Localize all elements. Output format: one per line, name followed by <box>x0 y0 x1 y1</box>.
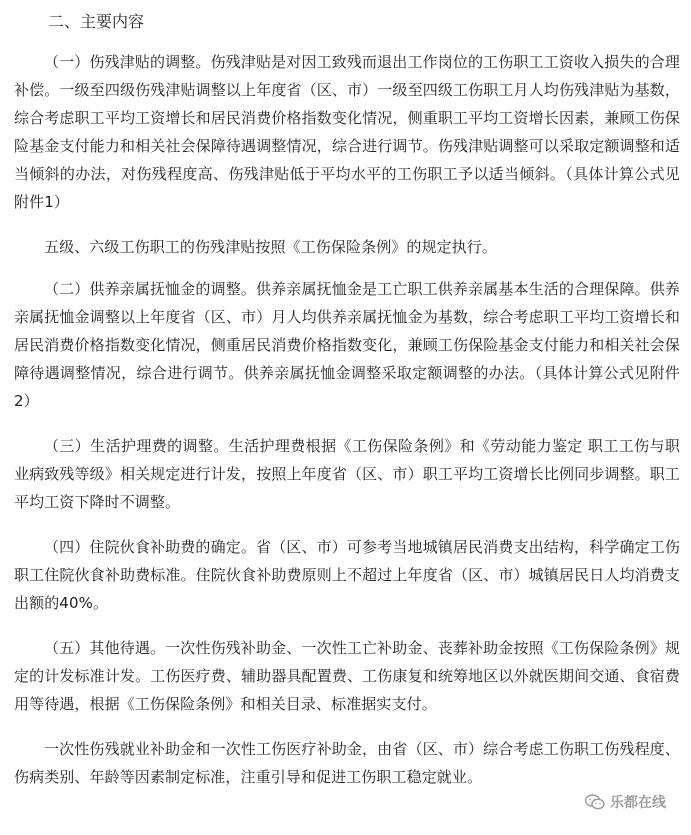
paragraph-nursing-fee: （三）生活护理费的调整。生活护理费根据《工伤保险条例》和《劳动能力鉴定 职工工伤与职业病致残等级》相关规定进行计发，按照上年度省（区、市）职工平均工资增长比例同步调整。职工平均工资下降时不调整。 <box>14 437 680 511</box>
paragraph-other-benefits: （五）其他待遇。一次性伤残补助金、一次性工亡补助金、丧葬补助金按照《工伤保险条例》规定的计发标准计发。工伤医疗费、辅助器具配置费、工伤康复和统筹地区以外就医期间交通、食宿费用等待遇，根据《工伤保险条例》和相关目录、标准据实支付。 <box>14 639 680 713</box>
paragraph-grade-five-six: 五级、六级工伤职工的伤残津贴按照《工伤保险条例》的规定执行。 <box>44 238 498 256</box>
section-heading: 二、主要内容 <box>48 12 145 31</box>
watermark <box>582 791 669 813</box>
paragraph-lump-sum-subsidy: 一次性伤残就业补助金和一次性工伤医疗补助金，由省（区、市）综合考虑工伤职工伤残程度、伤病类别、年龄等因素制定标准，注重引导和促进工伤职工稳定就业。 <box>14 740 680 786</box>
wechat-icon <box>585 794 605 810</box>
document-body <box>14 8 680 808</box>
watermark-text: 乐都在线 <box>610 795 666 811</box>
paragraph-meal-subsidy: （四）住院伙食补助费的确定。省（区、市）可参考当地城镇居民消费支出结构，科学确定工伤职工住院伙食补助费标准。住院伙食补助费原则上不超过上年度省（区、市）城镇居民日人均消费支出额的40%。 <box>14 538 680 612</box>
paragraph-disability-allowance: （一）伤残津贴的调整。伤残津贴是对因工致残而退出工作岗位的工伤职工工资收入损失的合理补偿。一级至四级伤残津贴调整以上年度省（区、市）一级至四级工伤职工月人均伤残津贴为基数，综合考虑职工平均工资增长和居民消费价格指数变化情况，侧重职工平均工资增长因素，兼顾工伤保险基金支付能力和相关社会保障待遇调整情况，综合进行调节。伤残津贴调整可以采取定额调整和适当倾斜的办法，对伤残程度高、伤残津贴低于平均水平的工伤职工予以适当倾斜。（具体计算公式见附件1） <box>14 53 680 211</box>
paragraph-dependent-pension: （二）供养亲属抚恤金的调整。供养亲属抚恤金是工亡职工供养亲属基本生活的合理保障。供养亲属抚恤金调整以上年度省（区、市）月人均供养亲属抚恤金为基数，综合考虑职工平均工资增长和居民消费价格指数变化情况，侧重居民消费价格指数变化，兼顾工伤保险基金支付能力和相关社会保障待遇调整情况，综合进行调节。供养亲属抚恤金调整采取定额调整的办法。（具体计算公式见附件2） <box>14 280 680 410</box>
